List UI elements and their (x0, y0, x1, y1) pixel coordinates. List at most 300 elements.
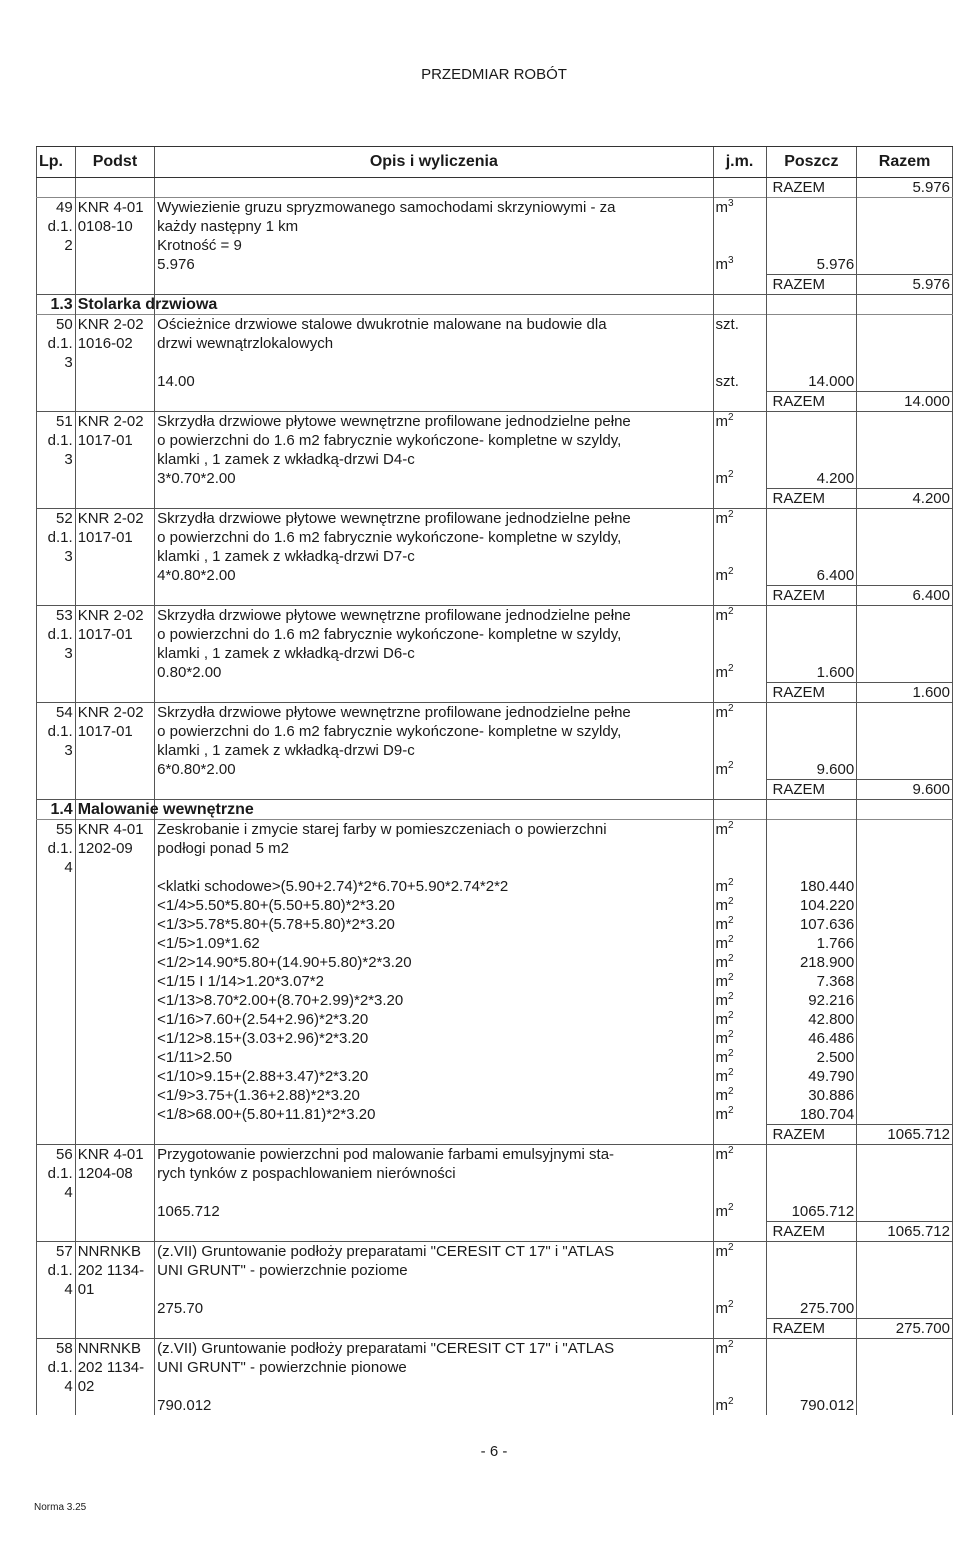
unit: $m^2$ (713, 566, 766, 586)
item-basis: 1017-01 (75, 625, 154, 644)
item-number: 4 (64, 1184, 73, 1201)
empty-cell (857, 1358, 953, 1377)
table-row (37, 1377, 953, 1396)
item-number: d.1. (47, 723, 73, 740)
unit: $m^2$ (713, 469, 766, 489)
empty-cell (75, 972, 154, 991)
table-row (37, 1105, 953, 1125)
table-header-row (37, 147, 953, 178)
empty-cell (37, 372, 76, 392)
empty-cell (766, 1339, 857, 1359)
empty-cell (713, 683, 766, 703)
poszcz-value: 92.216 (766, 991, 857, 1010)
empty-cell (857, 1010, 953, 1029)
table-row (37, 547, 953, 566)
empty-cell (37, 566, 76, 586)
item-description: Przygotowanie powierzchni pod malowanie farbami emulsyjnymi sta- (155, 1145, 713, 1165)
item-basis: 1017-01 (75, 528, 154, 547)
empty-cell (713, 1377, 766, 1396)
empty-cell (857, 760, 953, 780)
empty-cell (857, 722, 953, 741)
unit: $m^2$ (713, 663, 766, 683)
item-number: 3 (64, 451, 73, 468)
empty-cell (766, 1280, 857, 1299)
item-basis (75, 236, 154, 255)
item-basis: KNR 4-01 (75, 1145, 154, 1165)
item-number: d.1. (47, 218, 73, 235)
empty-cell (713, 275, 766, 295)
empty-cell (37, 663, 76, 683)
empty-cell (766, 1358, 857, 1377)
empty-cell (713, 334, 766, 353)
empty-cell (37, 275, 76, 295)
razem-value: 9.600 (857, 780, 953, 800)
unit: $m^2$ (713, 934, 766, 953)
item-number: d.1. (47, 432, 73, 449)
table-row (37, 469, 953, 489)
razem-label: RAZEM (766, 586, 857, 606)
empty-cell (75, 372, 154, 392)
empty-cell (857, 1183, 953, 1202)
calculation: 4*0.80*2.00 (155, 566, 713, 586)
table-row (37, 953, 953, 972)
item-basis: 1016-02 (75, 334, 154, 353)
item-description: Skrzydła drzwiowe płytowe wewnętrzne profilowane jednodzielne pełne (155, 606, 713, 626)
item-basis: KNR 4-01 (75, 198, 154, 218)
item-basis (75, 858, 154, 877)
empty-cell (713, 644, 766, 663)
table-row (37, 450, 953, 469)
empty-cell (37, 991, 76, 1010)
section-row (37, 800, 953, 820)
item-basis (75, 450, 154, 469)
empty-cell (37, 489, 76, 509)
table-row (37, 1280, 953, 1299)
item-description: klamki , 1 zamek z wkładką-drzwi D4-c (155, 450, 713, 469)
table-row (37, 896, 953, 915)
table-row (37, 915, 953, 934)
table-row (37, 275, 953, 295)
table-row (37, 1242, 953, 1262)
razem-value: 5.976 (857, 275, 953, 295)
empty-cell (857, 972, 953, 991)
empty-cell (37, 760, 76, 780)
empty-cell (766, 839, 857, 858)
empty-cell (75, 1086, 154, 1105)
item-basis: 1017-01 (75, 722, 154, 741)
item-number: 2 (64, 237, 73, 254)
empty-cell (155, 275, 713, 295)
empty-cell (37, 392, 76, 412)
section-name: Stolarka drzwiowa (75, 295, 154, 315)
item-description (155, 353, 713, 372)
empty-cell (713, 1261, 766, 1280)
table-row (37, 1396, 953, 1415)
item-number: 55 (37, 820, 76, 840)
table-row (37, 625, 953, 644)
page-number: - 6 - (480, 1443, 508, 1460)
empty-cell (37, 877, 76, 896)
empty-cell (75, 566, 154, 586)
item-number: 53 (37, 606, 76, 626)
empty-cell (155, 683, 713, 703)
poszcz-value: 49.790 (766, 1067, 857, 1086)
empty-cell (155, 1125, 713, 1145)
table-row (37, 606, 953, 626)
empty-cell (857, 934, 953, 953)
table-row (37, 372, 953, 392)
empty-cell (857, 509, 953, 529)
empty-cell (857, 1242, 953, 1262)
unit: $m^2$ (713, 1339, 766, 1359)
empty-cell (713, 295, 766, 315)
table-row (37, 877, 953, 896)
empty-cell (857, 315, 953, 335)
unit: $m^2$ (713, 972, 766, 991)
empty-cell (766, 1183, 857, 1202)
unit: $m^2$ (713, 509, 766, 529)
empty-cell (857, 820, 953, 840)
unit: $m^3$ (713, 198, 766, 218)
empty-cell (37, 1086, 76, 1105)
table-row (37, 722, 953, 741)
item-description: drzwi wewnątrzlokalowych (155, 334, 713, 353)
item-basis: 02 (75, 1377, 154, 1396)
table-row (37, 972, 953, 991)
item-number: 57 (37, 1242, 76, 1262)
table-row (37, 236, 953, 255)
poszcz-value: 104.220 (766, 896, 857, 915)
empty-cell (766, 820, 857, 840)
empty-cell (857, 896, 953, 915)
item-number: d.1. (47, 626, 73, 643)
empty-cell (75, 489, 154, 509)
table-row (37, 644, 953, 663)
empty-cell (857, 236, 953, 255)
poszcz-value: 1065.712 (766, 1202, 857, 1222)
empty-cell (766, 858, 857, 877)
table-row (37, 217, 953, 236)
empty-cell (37, 1222, 76, 1242)
item-description: Skrzydła drzwiowe płytowe wewnętrzne profilowane jednodzielne pełne (155, 412, 713, 432)
empty-cell (75, 586, 154, 606)
empty-cell (75, 1222, 154, 1242)
empty-cell (75, 275, 154, 295)
empty-cell (75, 780, 154, 800)
empty-cell (75, 1299, 154, 1319)
poszcz-value: 30.886 (766, 1086, 857, 1105)
empty-cell (766, 606, 857, 626)
calculation: <1/11>2.50 (155, 1048, 713, 1067)
unit: $m^2$ (713, 1396, 766, 1415)
empty-cell (75, 877, 154, 896)
poszcz-value: 2.500 (766, 1048, 857, 1067)
header-lp: Lp. (37, 147, 76, 178)
empty-cell (37, 1067, 76, 1086)
empty-cell (37, 972, 76, 991)
calculation: <klatki schodowe>(5.90+2.74)*2*6.70+5.90*2.74*2*2 (155, 877, 713, 896)
empty-cell (766, 1145, 857, 1165)
item-basis: KNR 4-01 (75, 820, 154, 840)
table-row (37, 1202, 953, 1222)
poszcz-value: 9.600 (766, 760, 857, 780)
item-description: o powierzchni do 1.6 m2 fabrycznie wykończone- kompletne w szyldy, (155, 528, 713, 547)
empty-cell (857, 217, 953, 236)
poszcz-value: 180.440 (766, 877, 857, 896)
calculation: 1065.712 (155, 1202, 713, 1222)
unit: $m^2$ (713, 1029, 766, 1048)
table-row (37, 392, 953, 412)
empty-cell (75, 1396, 154, 1415)
empty-cell (766, 450, 857, 469)
item-number: 3 (64, 742, 73, 759)
empty-cell (713, 217, 766, 236)
item-description: rych tynków z pospachlowaniem nierówności (155, 1164, 713, 1183)
table-row (37, 255, 953, 275)
item-basis: KNR 2-02 (75, 412, 154, 432)
table-row (37, 1029, 953, 1048)
empty-cell (857, 1164, 953, 1183)
calculation: 6*0.80*2.00 (155, 760, 713, 780)
empty-cell (766, 625, 857, 644)
razem-value: 6.400 (857, 586, 953, 606)
calculation: <1/4>5.50*5.80+(5.50+5.80)*2*3.20 (155, 896, 713, 915)
item-description: Wywiezienie gruzu spryzmowanego samochodami skrzyniowymi - za (155, 198, 713, 218)
empty-cell (857, 412, 953, 432)
table-row (37, 528, 953, 547)
item-description: podłogi ponad 5 m2 (155, 839, 713, 858)
item-basis: 1204-08 (75, 1164, 154, 1183)
empty-cell (857, 1299, 953, 1319)
empty-cell (75, 896, 154, 915)
empty-cell (766, 198, 857, 218)
item-basis: 202 1134- (75, 1358, 154, 1377)
empty-cell (37, 934, 76, 953)
empty-cell (713, 528, 766, 547)
empty-cell (766, 236, 857, 255)
empty-cell (37, 1105, 76, 1125)
empty-cell (857, 606, 953, 626)
item-description: klamki , 1 zamek z wkładką-drzwi D6-c (155, 644, 713, 663)
item-number: 58 (37, 1339, 76, 1359)
empty-cell (857, 1145, 953, 1165)
razem-label: RAZEM (766, 275, 857, 295)
empty-cell (713, 1125, 766, 1145)
item-description: Skrzydła drzwiowe płytowe wewnętrzne profilowane jednodzielne pełne (155, 703, 713, 723)
unit: $m^2$ (713, 1048, 766, 1067)
empty-cell (75, 255, 154, 275)
table-row (37, 1183, 953, 1202)
item-number: d.1. (47, 1359, 73, 1376)
empty-cell (75, 392, 154, 412)
empty-cell (713, 1222, 766, 1242)
table-row (37, 489, 953, 509)
empty-cell (857, 1261, 953, 1280)
empty-cell (857, 566, 953, 586)
item-description: Ościeżnice drzwiowe stalowe dwukrotnie malowane na budowie dla (155, 315, 713, 335)
item-basis: 1202-09 (75, 839, 154, 858)
item-number: 50 (37, 315, 76, 335)
item-basis (75, 547, 154, 566)
empty-cell (75, 1319, 154, 1339)
item-basis: KNR 2-02 (75, 606, 154, 626)
item-description: o powierzchni do 1.6 m2 fabrycznie wykończone- kompletne w szyldy, (155, 431, 713, 450)
item-basis (75, 741, 154, 760)
calculation: 5.976 (155, 255, 713, 275)
unit: $m^2$ (713, 877, 766, 896)
empty-cell (713, 722, 766, 741)
poszcz-value: 180.704 (766, 1105, 857, 1125)
poszcz-value: 7.368 (766, 972, 857, 991)
empty-cell (713, 392, 766, 412)
empty-cell (75, 469, 154, 489)
page-title: PRZEDMIAR ROBÓT (421, 66, 567, 83)
unit: $m^2$ (713, 896, 766, 915)
header-razem: Razem (857, 147, 953, 178)
empty-cell (857, 431, 953, 450)
razem-label: RAZEM (766, 1125, 857, 1145)
item-basis (75, 353, 154, 372)
empty-cell (857, 353, 953, 372)
item-number: 54 (37, 703, 76, 723)
section-row (37, 295, 953, 315)
calculation: <1/3>5.78*5.80+(5.78+5.80)*2*3.20 (155, 915, 713, 934)
empty-cell (857, 469, 953, 489)
unit: szt. (713, 315, 766, 335)
item-description: UNI GRUNT" - powierzchnie pionowe (155, 1358, 713, 1377)
item-basis (75, 1183, 154, 1202)
razem-value: 275.700 (857, 1319, 953, 1339)
item-description: klamki , 1 zamek z wkładką-drzwi D9-c (155, 741, 713, 760)
unit: $m^2$ (713, 1299, 766, 1319)
item-description: Krotność = 9 (155, 236, 713, 255)
unit: $m^2$ (713, 760, 766, 780)
table-row (37, 934, 953, 953)
empty-cell (713, 431, 766, 450)
poszcz-value: 790.012 (766, 1396, 857, 1415)
empty-cell (766, 353, 857, 372)
razem-label: RAZEM (766, 1222, 857, 1242)
item-description (155, 1377, 713, 1396)
item-description (155, 858, 713, 877)
poszcz-value: 14.000 (766, 372, 857, 392)
unit: $m^2$ (713, 606, 766, 626)
empty-cell (37, 1396, 76, 1415)
item-number: 56 (37, 1145, 76, 1165)
empty-cell (75, 1202, 154, 1222)
unit: $m^3$ (713, 255, 766, 275)
empty-cell (37, 953, 76, 972)
calculation: <1/12>8.15+(3.03+2.96)*2*3.20 (155, 1029, 713, 1048)
empty-cell (155, 295, 713, 315)
table-row (37, 1010, 953, 1029)
empty-cell (75, 991, 154, 1010)
calculation: <1/8>68.00+(5.80+11.81)*2*3.20 (155, 1105, 713, 1125)
empty-cell (857, 877, 953, 896)
unit: $m^2$ (713, 1010, 766, 1029)
empty-cell (857, 1280, 953, 1299)
empty-cell (857, 547, 953, 566)
empty-cell (75, 1010, 154, 1029)
empty-cell (713, 741, 766, 760)
table-row (37, 1299, 953, 1319)
empty-cell (766, 644, 857, 663)
empty-cell (766, 1261, 857, 1280)
empty-cell (37, 1319, 76, 1339)
empty-cell (857, 1105, 953, 1125)
section-number: 1.3 (37, 295, 76, 315)
empty-cell (857, 625, 953, 644)
empty-cell (155, 489, 713, 509)
empty-cell (75, 1105, 154, 1125)
item-number: 51 (37, 412, 76, 432)
unit: $m^2$ (713, 1202, 766, 1222)
empty-cell (857, 703, 953, 723)
unit: $m^2$ (713, 1145, 766, 1165)
table-row (37, 703, 953, 723)
empty-cell (857, 528, 953, 547)
empty-cell (766, 528, 857, 547)
razem-label: RAZEM (766, 178, 857, 198)
empty-cell (857, 1029, 953, 1048)
item-number: d.1. (47, 335, 73, 352)
item-basis: 01 (75, 1280, 154, 1299)
item-basis: KNR 2-02 (75, 509, 154, 529)
razem-label: RAZEM (766, 392, 857, 412)
unit: $m^2$ (713, 915, 766, 934)
empty-cell (713, 547, 766, 566)
item-number: 3 (64, 645, 73, 662)
empty-cell (713, 586, 766, 606)
empty-cell (857, 953, 953, 972)
empty-cell (713, 1183, 766, 1202)
empty-cell (766, 1242, 857, 1262)
table-row (37, 1319, 953, 1339)
empty-cell (75, 953, 154, 972)
empty-cell (713, 800, 766, 820)
unit: szt. (713, 372, 766, 392)
razem-label: RAZEM (766, 1319, 857, 1339)
table-row (37, 683, 953, 703)
section-number: 1.4 (37, 800, 76, 820)
poszcz-value: 1.600 (766, 663, 857, 683)
item-number: d.1. (47, 1165, 73, 1182)
item-description: Zeskrobanie i zmycie starej farby w pomieszczeniach o powierzchni (155, 820, 713, 840)
empty-cell (857, 1048, 953, 1067)
empty-cell (766, 1377, 857, 1396)
empty-cell (37, 915, 76, 934)
empty-cell (713, 353, 766, 372)
razem-value: 1065.712 (857, 1125, 953, 1145)
table-row (37, 1358, 953, 1377)
item-description: (z.VII) Gruntowanie podłoży preparatami "CERESIT CT 17" i "ATLAS (155, 1242, 713, 1262)
empty-cell (857, 1377, 953, 1396)
poszcz-value: 6.400 (766, 566, 857, 586)
table-row (37, 858, 953, 877)
calculation: <1/13>8.70*2.00+(8.70+2.99)*2*3.20 (155, 991, 713, 1010)
empty-cell (75, 683, 154, 703)
item-description: Skrzydła drzwiowe płytowe wewnętrzne profilowane jednodzielne pełne (155, 509, 713, 529)
empty-cell (766, 334, 857, 353)
poszcz-value: 46.486 (766, 1029, 857, 1048)
empty-cell (857, 663, 953, 683)
unit: $m^2$ (713, 1242, 766, 1262)
empty-cell (857, 741, 953, 760)
item-number: 52 (37, 509, 76, 529)
table-row (37, 334, 953, 353)
table-row (37, 586, 953, 606)
empty-cell (857, 295, 953, 315)
